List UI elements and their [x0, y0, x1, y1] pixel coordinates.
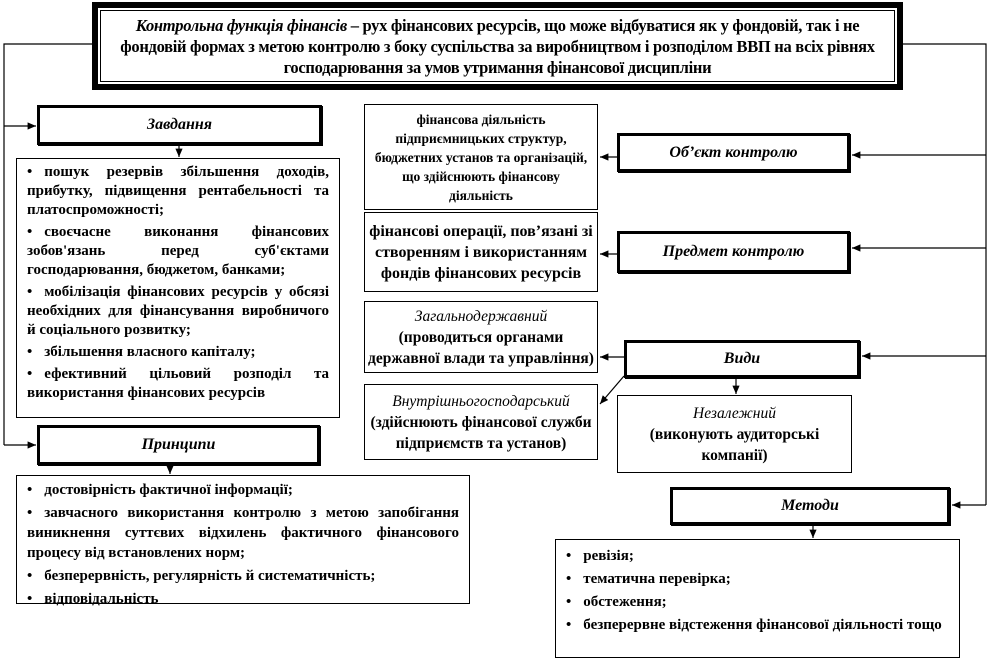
definition-box	[92, 2, 903, 90]
list-item: • своєчасне виконання фінансових зобов'язань перед суб'єктами господарювання, бюджетом, банками;	[27, 223, 329, 280]
object-header: Об’єкт контролю	[617, 133, 850, 172]
type-independent-box	[617, 395, 852, 473]
type-desc: (здійснюють фінансової служби підприємств та установ)	[370, 413, 592, 452]
list-item: • завчасного використання контролю з метою запобігання виникнення суттєвих відхилень фактичного фінансового процесу від встановлених норм;	[27, 503, 459, 563]
list-item: • обстеження;	[566, 592, 949, 612]
principles-list	[16, 475, 470, 607]
list-item: • відповідальність	[27, 589, 459, 609]
list-item: • збільшення власного капіталу;	[27, 343, 329, 362]
list-item: • мобілізація фінансових ресурсів у обсязі необхідних для фінансування виробничого й соціального розвитку;	[27, 283, 329, 340]
principles-header: Принципи	[37, 425, 320, 465]
methods-list	[555, 539, 960, 658]
subject-header: Предмет контролю	[617, 231, 850, 273]
type-name: Незалежний	[693, 404, 776, 422]
methods-header: Методи	[670, 487, 950, 525]
type-name: Загальнодержавний	[414, 307, 548, 325]
list-item: • ефективний цільовий розподіл та використання фінансових ресурсів	[27, 365, 329, 403]
type-state-box	[364, 301, 598, 373]
list-item: • достовірність фактичної інформації;	[27, 480, 459, 500]
list-item: • пошук резервів збільшення доходів, прибутку, підвищення рентабельності та платоспроможності;	[27, 163, 329, 220]
type-desc: (виконують аудиторські компанії)	[649, 425, 820, 464]
object-text: фінансова діяльність підприємницьких структур, бюджетних установ та організацій, що здійснюють фінансову діяльність	[374, 111, 588, 203]
list-item: • ревізія;	[566, 546, 949, 566]
definition-text: – рух фінансових ресурсів, що може відбуватися як у фондовій, так і не фондовій формах з метою контролю з боку суспільства за виробництвом і розподілом ВВП на всіх рівнях господарювання за умов утримання фінансової дисципліни	[120, 16, 875, 77]
subject-text: фінансові операції, пов’язані зі створенням і використанням фондів фінансових ресурсів	[369, 222, 593, 282]
object-text-box	[364, 104, 598, 210]
list-item: • тематична перевірка;	[566, 569, 949, 589]
list-item: • безперервне відстеження фінансової діяльності тощо	[566, 615, 949, 635]
list-item: • безперервність, регулярність й систематичність;	[27, 566, 459, 586]
type-desc: (проводиться органами державної влади та управління)	[368, 328, 594, 367]
types-header: Види	[624, 340, 860, 378]
type-name: Внутрішньогосподарський	[392, 392, 570, 410]
tasks-list	[16, 158, 340, 418]
tasks-header: Завдання	[37, 105, 322, 145]
definition-term: Контрольна функція фінансів	[135, 16, 347, 35]
subject-text-box	[364, 212, 598, 292]
type-internal-box	[364, 384, 598, 460]
